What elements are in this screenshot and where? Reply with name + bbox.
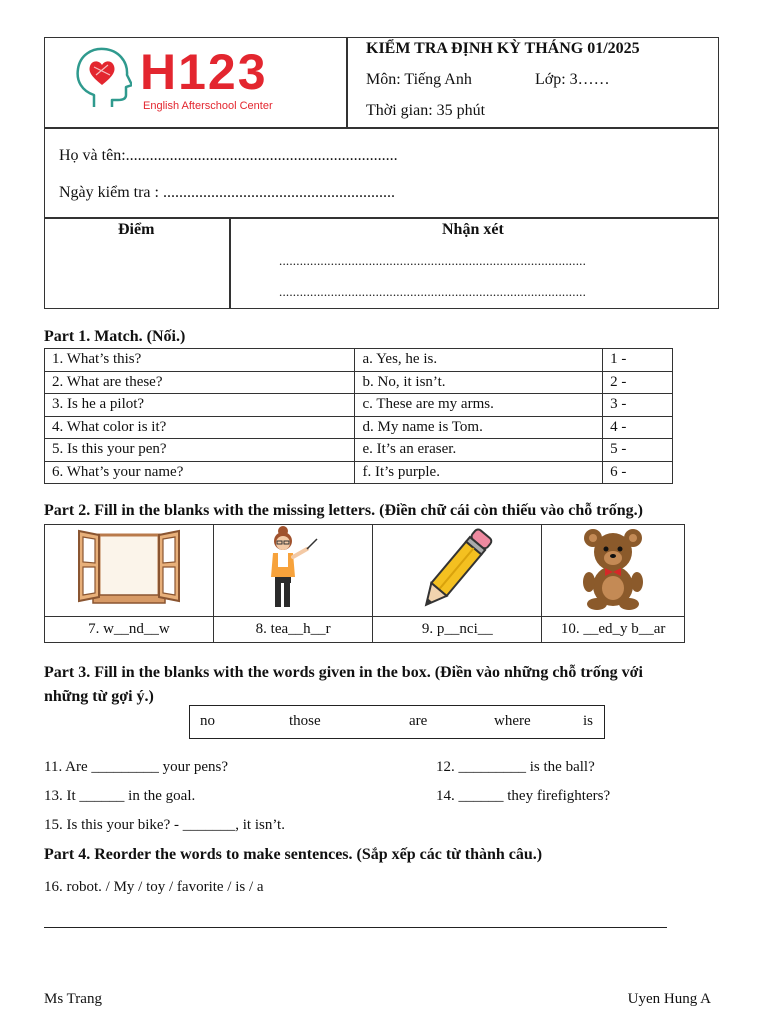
question-15[interactable]: 15. Is this your bike? - _______, it isn’t. [44,817,285,833]
match-question: 6. What’s your name? [45,461,355,484]
match-blank[interactable]: 1 - [603,349,673,372]
footer-left: Ms Trang [44,991,102,1007]
question-13[interactable]: 13. It ______ in the goal. [44,788,196,804]
match-answer: d. My name is Tom. [355,416,603,439]
word-blank[interactable]: 8. tea__h__r [213,617,373,643]
logo-head-icon [72,45,132,111]
match-answer: a. Yes, he is. [355,349,603,372]
match-question: 5. Is this your pen? [45,439,355,462]
window-cell [45,525,214,617]
word-option: where [494,713,531,729]
word-option: are [409,713,428,729]
footer-right: Uyen Hung A [627,991,711,1007]
question-12[interactable]: 12. _________ is the ball? [436,759,595,775]
pencil-cell [373,525,542,617]
part3-title-cont: những từ gợi ý.) [44,688,154,705]
match-answer: b. No, it isn’t. [355,371,603,394]
match-question: 2. What are these? [45,371,355,394]
logo-subtitle: English Afterschool Center [143,100,273,112]
teddy-bear-icon [577,526,649,610]
part2-title: Part 2. Fill in the blanks with the missing letters. (Điền chữ cái còn thiếu vào chỗ trống.) [44,502,643,519]
word-box [189,705,605,739]
word-option: is [583,713,594,729]
subject-label: Môn: Tiếng Anh [366,71,472,88]
pencil-icon [417,526,497,610]
teacher-cell [213,525,373,617]
match-answer: c. These are my arms. [355,394,603,417]
match-question: 4. What color is it? [45,416,355,439]
match-row [45,394,673,417]
match-row [45,461,673,484]
match-answer: e. It’s an eraser. [355,439,603,462]
picture-table [44,524,685,643]
comment-line[interactable]: ......................................................................................... [279,253,587,268]
divider [229,218,231,308]
divider [45,127,718,129]
teacher-icon [263,525,323,611]
match-row [45,439,673,462]
match-row [45,349,673,372]
divider [45,217,718,219]
grade-label: Lớp: 3…… [535,71,610,88]
question-16: 16. robot. / My / toy / favorite / is / a [44,879,264,895]
comment-label: Nhận xét [442,221,504,238]
divider [346,38,348,128]
match-question: 1. What’s this? [45,349,355,372]
match-answer: f. It’s purple. [355,461,603,484]
word-blank[interactable]: 7. w__nd__w [45,617,214,643]
match-blank[interactable]: 6 - [603,461,673,484]
time-label: Thời gian: 35 phút [366,102,486,119]
part3-title: Part 3. Fill in the blanks with the words given in the box. (Điền vào những chỗ trống với [44,664,643,681]
exam-title: KIỂM TRA ĐỊNH KỲ THÁNG 01/2025 [366,40,640,57]
match-blank[interactable]: 5 - [603,439,673,462]
name-field[interactable]: Họ và tên:.................................................................... [59,147,398,164]
match-question: 3. Is he a pilot? [45,394,355,417]
score-label: Điểm [118,221,155,238]
match-row [45,416,673,439]
match-blank[interactable]: 4 - [603,416,673,439]
word-blank[interactable]: 9. p__nci__ [373,617,542,643]
logo-text: H123 [140,44,268,100]
match-row [45,371,673,394]
answer-line[interactable] [44,927,667,928]
comment-line[interactable]: ......................................................................................... [279,284,587,299]
question-11[interactable]: 11. Are _________ your pens? [44,759,228,775]
word-option: no [200,713,215,729]
teddy-cell [542,525,685,617]
word-option: those [289,713,321,729]
window-icon [73,529,185,607]
match-table [44,348,673,484]
match-blank[interactable]: 2 - [603,371,673,394]
word-blank[interactable]: 10. __ed_y b__ar [542,617,685,643]
part1-title: Part 1. Match. (Nối.) [44,328,186,345]
question-14[interactable]: 14. ______ they firefighters? [436,788,611,804]
match-blank[interactable]: 3 - [603,394,673,417]
part4-title: Part 4. Reorder the words to make sentences. (Sắp xếp các từ thành câu.) [44,846,543,863]
date-field[interactable]: Ngày kiểm tra : .......................................................... [59,184,395,201]
